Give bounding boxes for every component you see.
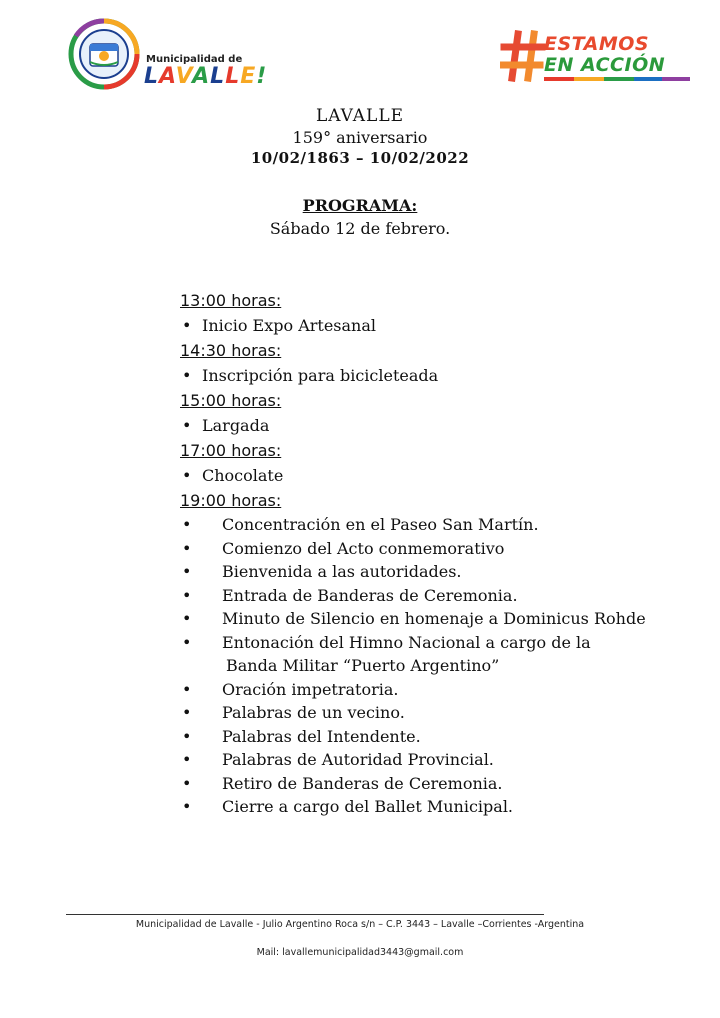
list-item: • Entrada de Banderas de Ceremonia. [180, 584, 660, 608]
bullet-icon: • [182, 366, 192, 385]
schedule-time: 17:00 horas: [180, 441, 282, 460]
list-item: • Retiro de Banderas de Ceremonia. [180, 772, 660, 796]
list-item: • Palabras de Autoridad Provincial. [180, 748, 660, 772]
list-item: • Oración impetratoria. [180, 678, 660, 702]
list-item: • Palabras del Intendente. [180, 725, 660, 749]
program-date: Sábado 12 de febrero. [269, 219, 451, 238]
rainbow-stripe-icon [544, 77, 690, 82]
bullet-icon: • [182, 538, 192, 558]
list-item: • Bienvenida a las autoridades. [180, 560, 660, 584]
logo-municipality-label: Municipalidad de [146, 54, 243, 65]
bullet-icon: • [182, 562, 192, 581]
bullet-icon: • [182, 726, 192, 746]
schedule-item: • Inicio Expo Artesanal [180, 313, 660, 338]
hashtag-icon [500, 30, 546, 82]
campaign-line2: EN ACCIÓN [544, 54, 666, 76]
bullet-icon: • [182, 609, 192, 628]
list-item: • Palabras de un vecino. [180, 701, 660, 725]
header [0, 0, 720, 100]
bullet-icon: • [182, 316, 192, 335]
bullet-icon: • [182, 466, 192, 485]
campaign-line1: ESTAMOS [544, 33, 650, 55]
bullet-icon: • [182, 632, 192, 652]
municipal-seal-icon [68, 18, 140, 90]
footer-divider [66, 914, 544, 915]
document-title: LAVALLE [315, 106, 405, 126]
schedule-item: • Largada [180, 413, 660, 438]
schedule-time: 13:00 horas: [180, 291, 282, 310]
schedule [180, 288, 660, 819]
list-item: • Comienzo del Acto conmemorativo [180, 537, 660, 561]
bullet-icon: • [182, 585, 192, 605]
list-item: • Cierre a cargo del Ballet Municipal. [180, 795, 660, 819]
schedule-time: 15:00 horas: [180, 391, 282, 410]
evening-program-list [180, 513, 660, 819]
logo-lavalle-word: LAVALLE! [144, 64, 268, 89]
list-item: • Concentración en el Paseo San Martín. [180, 513, 660, 537]
schedule-item: • Inscripción para bicicleteada [180, 363, 660, 388]
anniversary-subtitle: 159° aniversario [292, 128, 428, 147]
bullet-icon: • [182, 773, 192, 793]
bullet-icon: • [182, 703, 192, 722]
bullet-icon: • [182, 679, 192, 699]
campaign-logo [500, 30, 690, 86]
footer-address: Municipalidad de Lavalle - Julio Argentino Roca s/n – C.P. 3443 – Lavalle –Corrientes -Argentina [135, 919, 585, 930]
bullet-icon: • [182, 515, 192, 534]
schedule-time: 14:30 horas: [180, 341, 282, 360]
anniversary-dates: 10/02/1863 – 10/02/2022 [250, 149, 470, 167]
municipality-logo [68, 18, 268, 92]
bullet-icon: • [182, 797, 192, 816]
schedule-item: • Chocolate [180, 463, 660, 488]
footer-mail: Mail: lavallemunicipalidad3443@gmail.com [256, 947, 464, 958]
list-item: • Minuto de Silencio en homenaje a Dominicus Rohde [180, 607, 660, 631]
schedule-time: 19:00 horas: [180, 491, 282, 510]
list-item: • Entonación del Himno Nacional a cargo de la Banda Militar “Puerto Argentino” [182, 632, 591, 675]
program-heading: PROGRAMA: [302, 196, 418, 215]
bullet-icon: • [182, 416, 192, 435]
bullet-icon: • [182, 750, 192, 769]
